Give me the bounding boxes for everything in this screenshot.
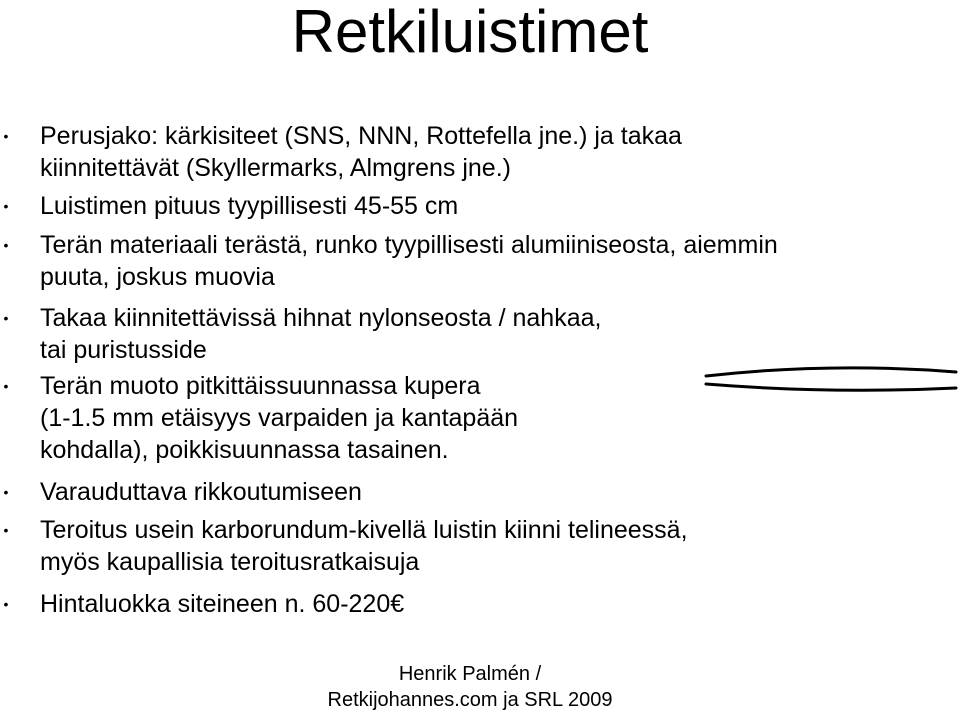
- footer-line-1: Henrik Palmén /: [398, 663, 542, 685]
- slide-title: Retkiluistimet: [291, 0, 649, 65]
- bullet-text: Terän materiaali terästä, runko tyypillisesti alumiiniseosta, aiemmin puuta, joskus muovia: [40, 231, 778, 291]
- bullet-dot: •: [3, 198, 9, 214]
- bullet-dot: •: [3, 310, 9, 326]
- bullet-text: Teroitus usein karborundum-kivellä luistin kiinni telineessä, myös kaupallisia teroitusratkaisuja: [40, 516, 688, 576]
- bullet-text: Takaa kiinnitettävissä hihnat nylonseosta / nahkaa, tai puristusside: [40, 304, 602, 364]
- footer-line-2: Retkijohannes.com ja SRL 2009: [327, 689, 613, 711]
- bullet-dot: •: [3, 522, 9, 538]
- footer-credit: [300, 661, 640, 713]
- bullet-text: Terän muoto pitkittäissuunnassa kupera (1-1.5 mm etäisyys varpaiden ja kantapään kohdalla), poikkisuunnassa tasainen.: [40, 372, 519, 464]
- bullet-text: Luistimen pituus tyypillisesti 45-55 cm: [40, 192, 459, 220]
- bullet-dot: •: [3, 237, 9, 253]
- bullet-dot: •: [3, 128, 9, 144]
- bullet-dot: •: [3, 484, 9, 500]
- blade-illustration: [700, 364, 960, 398]
- bullet-dot: •: [3, 596, 9, 612]
- bullet-text: Varauduttava rikkoutumiseen: [40, 478, 362, 506]
- bullet-text: Hintaluokka siteineen n. 60-220€: [40, 590, 405, 618]
- blade-upper-curve: [706, 368, 956, 376]
- bullet-dot: •: [3, 378, 9, 394]
- blade-lower-curve: [706, 384, 956, 390]
- bullet-text: Perusjako: kärkisiteet (SNS, NNN, Rottefella jne.) ja takaa kiinnitettävät (Skyllermarks, Almgrens jne.): [40, 122, 682, 182]
